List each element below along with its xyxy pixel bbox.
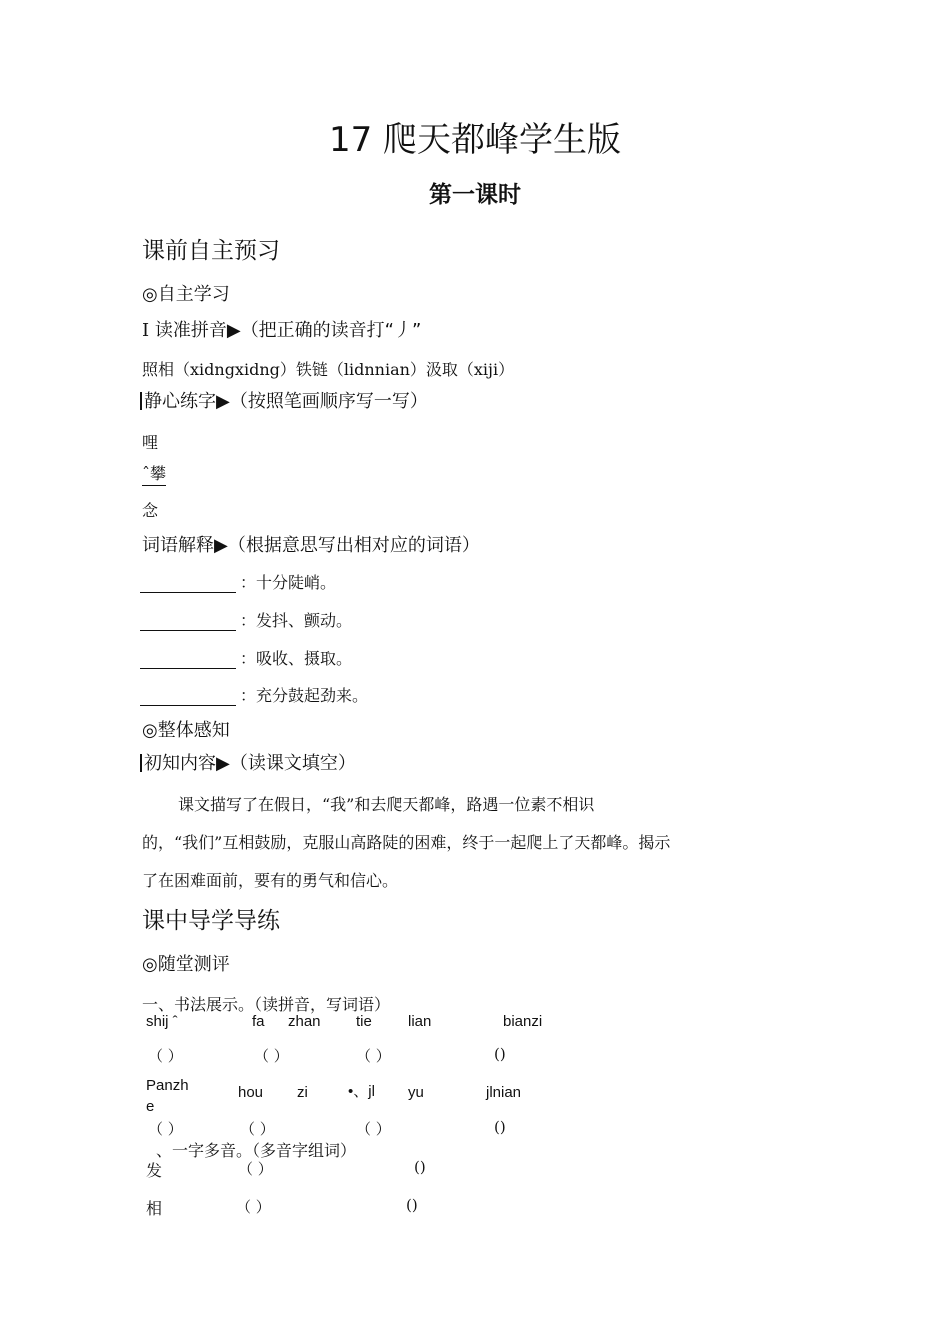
pinyin-word: Panzh	[146, 1077, 189, 1094]
question-1: 一、书法展示。（读拼音，写词语）	[142, 995, 391, 1014]
pinyin-word: yu	[408, 1084, 424, 1101]
polyphone-char: 发	[146, 1161, 163, 1180]
practice-char-2: ˆ攀	[142, 461, 166, 486]
answer-parens[interactable]: ()	[494, 1045, 506, 1063]
self-study-label: ◎自主学习	[142, 284, 230, 305]
vocab-definition: ：十分陡峭。	[240, 573, 337, 592]
content-task	[140, 749, 356, 775]
answer-parens[interactable]: ()	[406, 1196, 418, 1214]
vocab-definition: ：吸收、摄取。	[240, 649, 353, 668]
margin-bar	[140, 392, 142, 410]
section-heading-in-class: 课中导学导练	[142, 908, 280, 934]
summary-line-2: 的，“我们”互相鼓励，克服山高路陡的困难，终于一起爬上了天都峰。揭示	[142, 833, 671, 852]
page-title: 17 爬天都峰学生版	[328, 120, 622, 160]
answer-parens[interactable]: （ ）	[148, 1120, 183, 1138]
pinyin-word: shij ˆ	[146, 1013, 178, 1030]
test-label: ◎随堂测评	[142, 954, 230, 975]
writing-task-prefix: 静心练字▶	[144, 391, 230, 412]
pinyin-word: jlnian	[486, 1084, 522, 1101]
writing-task-hint: （按照笔画顺序写一写）	[229, 391, 428, 412]
answer-blank[interactable]	[140, 654, 236, 669]
content-task-prefix: 初知内容▶	[144, 753, 230, 774]
writing-task	[140, 387, 428, 413]
pinyin-word: e	[146, 1098, 155, 1115]
pinyin-task-prefix: I 读准拼音▶	[142, 320, 241, 341]
answer-blank[interactable]	[140, 578, 236, 593]
vocab-task-hint: （根据意思写出相对应的词语）	[227, 535, 480, 556]
summary-line-3: 了在困难面前，要有的勇气和信心。	[142, 871, 399, 890]
answer-parens[interactable]: （ ）	[356, 1120, 391, 1138]
vocab-task	[142, 531, 480, 557]
answer-parens[interactable]: （ ）	[236, 1198, 271, 1216]
answer-parens[interactable]: （ ）	[240, 1120, 275, 1138]
vocab-definition: ：充分鼓起劲来。	[240, 686, 369, 705]
answer-blank[interactable]	[140, 691, 236, 706]
polyphone-char: 相	[146, 1199, 163, 1218]
vocab-task-prefix: 词语解释▶	[142, 535, 228, 556]
pinyin-word: •、jl	[348, 1083, 375, 1100]
answer-parens[interactable]: （ ）	[254, 1047, 289, 1065]
pinyin-task-hint: （把正确的读音打“丿”	[240, 320, 422, 341]
vocab-item	[140, 608, 352, 631]
pinyin-task	[142, 316, 421, 342]
pinyin-word: zi	[297, 1084, 308, 1101]
pinyin-word: zhan	[288, 1013, 321, 1030]
overall-label: ◎整体感知	[142, 720, 230, 741]
answer-parens[interactable]: （ ）	[148, 1047, 183, 1065]
summary-line-1: 课文描写了在假日，“我”和去爬天都峰，路遇一位素不相识	[178, 795, 595, 814]
answer-parens[interactable]: ()	[414, 1158, 426, 1176]
vocab-definition: ：发抖、颤动。	[240, 611, 353, 630]
pinyin-word: fa	[252, 1013, 265, 1030]
pinyin-word: bianzi	[503, 1013, 543, 1030]
answer-parens[interactable]: （ ）	[356, 1047, 391, 1065]
answer-blank[interactable]	[140, 616, 236, 631]
vocab-item	[140, 646, 352, 669]
answer-parens[interactable]: （ ）	[238, 1160, 273, 1178]
answer-parens[interactable]: ()	[494, 1118, 506, 1136]
pinyin-items: 照相（xidngxidng）铁链（lidnnian）汲取（xiji）	[142, 360, 515, 379]
pinyin-word: hou	[238, 1084, 264, 1101]
pinyin-word: lian	[408, 1013, 432, 1030]
vocab-item	[140, 570, 336, 593]
question-2: 、一字多音。（多音字组词）	[156, 1141, 357, 1160]
pinyin-word: tie	[356, 1013, 372, 1030]
page-subtitle: 第一课时	[429, 182, 521, 208]
margin-bar	[140, 754, 142, 772]
vocab-item	[140, 683, 368, 706]
content-task-hint: （读课文填空）	[229, 753, 356, 774]
practice-char-1: 哩	[142, 433, 159, 452]
practice-char-3: 念	[142, 501, 159, 520]
section-heading-pre-class: 课前自主预习	[142, 238, 280, 264]
